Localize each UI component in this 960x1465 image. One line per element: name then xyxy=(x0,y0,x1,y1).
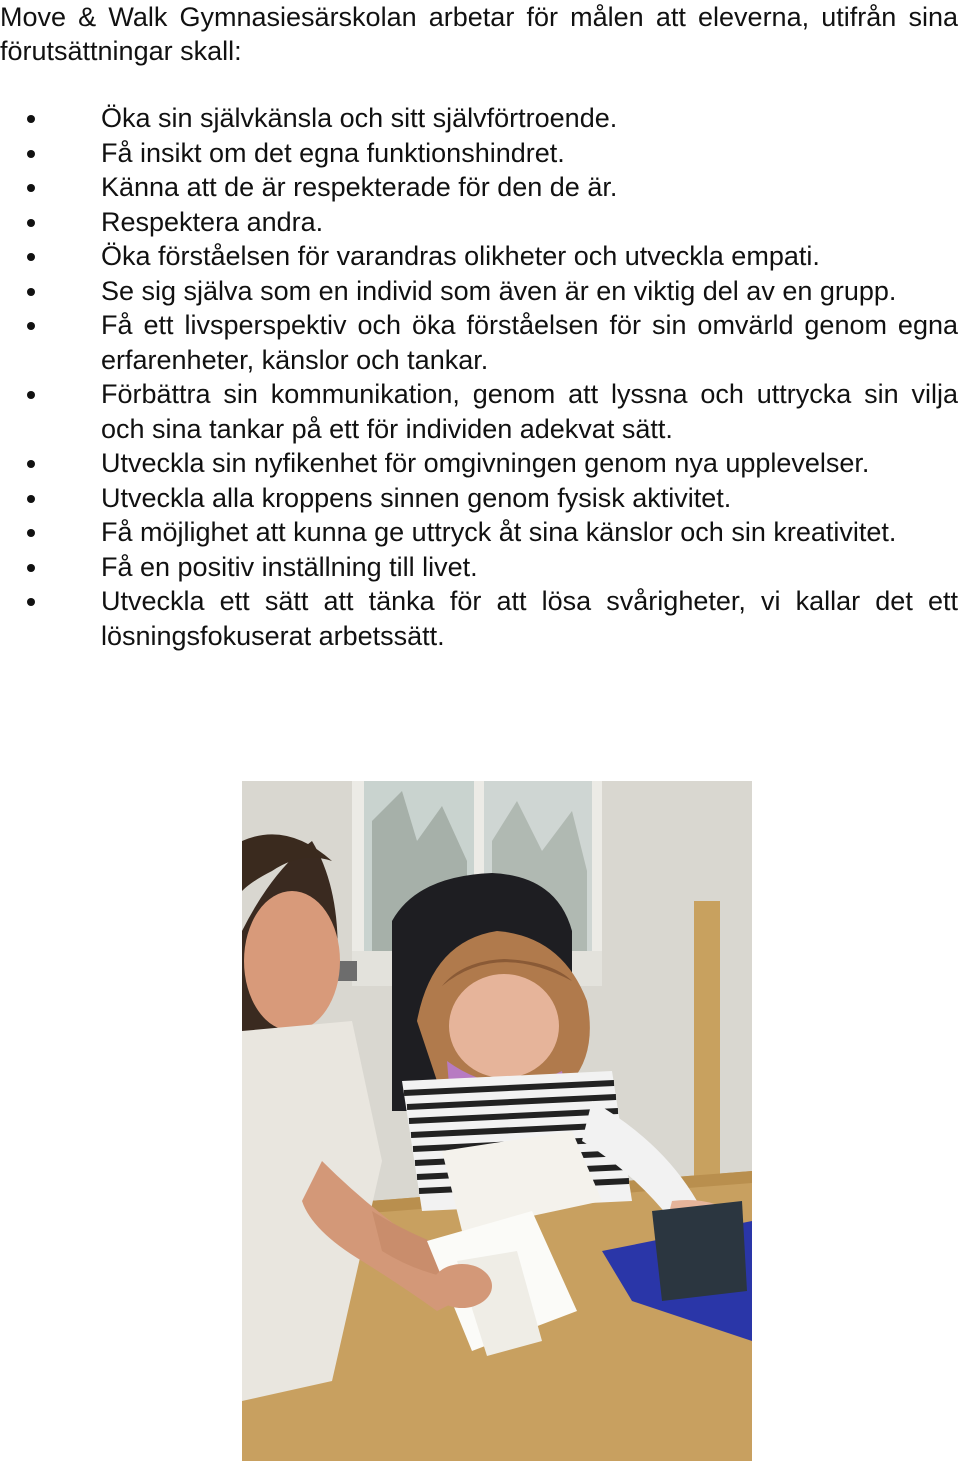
bullet-icon xyxy=(27,391,35,399)
goal-item xyxy=(0,205,960,240)
photo-illustration xyxy=(242,781,752,1461)
bullet-icon xyxy=(27,150,35,158)
goal-text: Få ett livsperspektiv och öka förståelsen för sin omvärld genom egna erfarenheter, känslor och tankar. xyxy=(101,310,958,375)
goal-item xyxy=(0,274,960,309)
bullet-icon xyxy=(27,598,35,606)
goal-text: Få möjlighet att kunna ge uttryck åt sina känslor och sin kreativitet. xyxy=(101,517,897,547)
goal-item xyxy=(0,446,960,481)
goal-item xyxy=(0,170,960,205)
intro-paragraph: Move & Walk Gymnasiesärskolan arbetar för målen att eleverna, utifrån sina förutsättningar skall: xyxy=(0,2,958,66)
goals-list xyxy=(0,101,960,653)
goal-item xyxy=(0,515,960,550)
goal-text: Utveckla ett sätt att tänka för att lösa svårigheter, vi kallar det ett lösningsfokuserat arbetssätt. xyxy=(101,586,958,651)
bullet-icon xyxy=(27,460,35,468)
bullet-icon xyxy=(27,253,35,261)
bullet-icon xyxy=(27,529,35,537)
goal-item xyxy=(0,308,960,377)
goal-text: Få insikt om det egna funktionshindret. xyxy=(101,137,565,168)
bullet-icon xyxy=(27,184,35,192)
bullet-icon xyxy=(27,219,35,227)
goal-item xyxy=(0,136,960,171)
classroom-photo xyxy=(242,781,752,1461)
goal-item xyxy=(0,101,960,136)
bullet-icon xyxy=(27,288,35,296)
goal-text: Få en positiv inställning till livet. xyxy=(101,551,478,582)
goal-text: Respektera andra. xyxy=(101,206,324,237)
goal-item xyxy=(0,550,960,585)
goal-text: Utveckla sin nyfikenhet för omgivningen genom nya upplevelser. xyxy=(101,448,870,478)
goal-item xyxy=(0,377,960,446)
goal-item xyxy=(0,584,960,653)
goal-item xyxy=(0,239,960,274)
goal-text: Öka sin självkänsla och sitt självförtroende. xyxy=(101,103,618,133)
bullet-icon xyxy=(27,495,35,503)
goal-item xyxy=(0,481,960,516)
goal-text: Förbättra sin kommunikation, genom att lyssna och uttrycka sin vilja och sina tankar på ett för individen adekvat sätt. xyxy=(101,379,958,444)
bullet-icon xyxy=(27,322,35,330)
goal-text: Se sig själva som en individ som även är en viktig del av en grupp. xyxy=(101,275,897,306)
bullet-icon xyxy=(27,564,35,572)
goal-text: Öka förståelsen för varandras olikheter och utveckla empati. xyxy=(101,241,820,271)
goal-text: Känna att de är respekterade för den de är. xyxy=(101,172,618,202)
goal-text: Utveckla alla kroppens sinnen genom fysisk aktivitet. xyxy=(101,482,732,513)
bullet-icon xyxy=(27,115,35,123)
